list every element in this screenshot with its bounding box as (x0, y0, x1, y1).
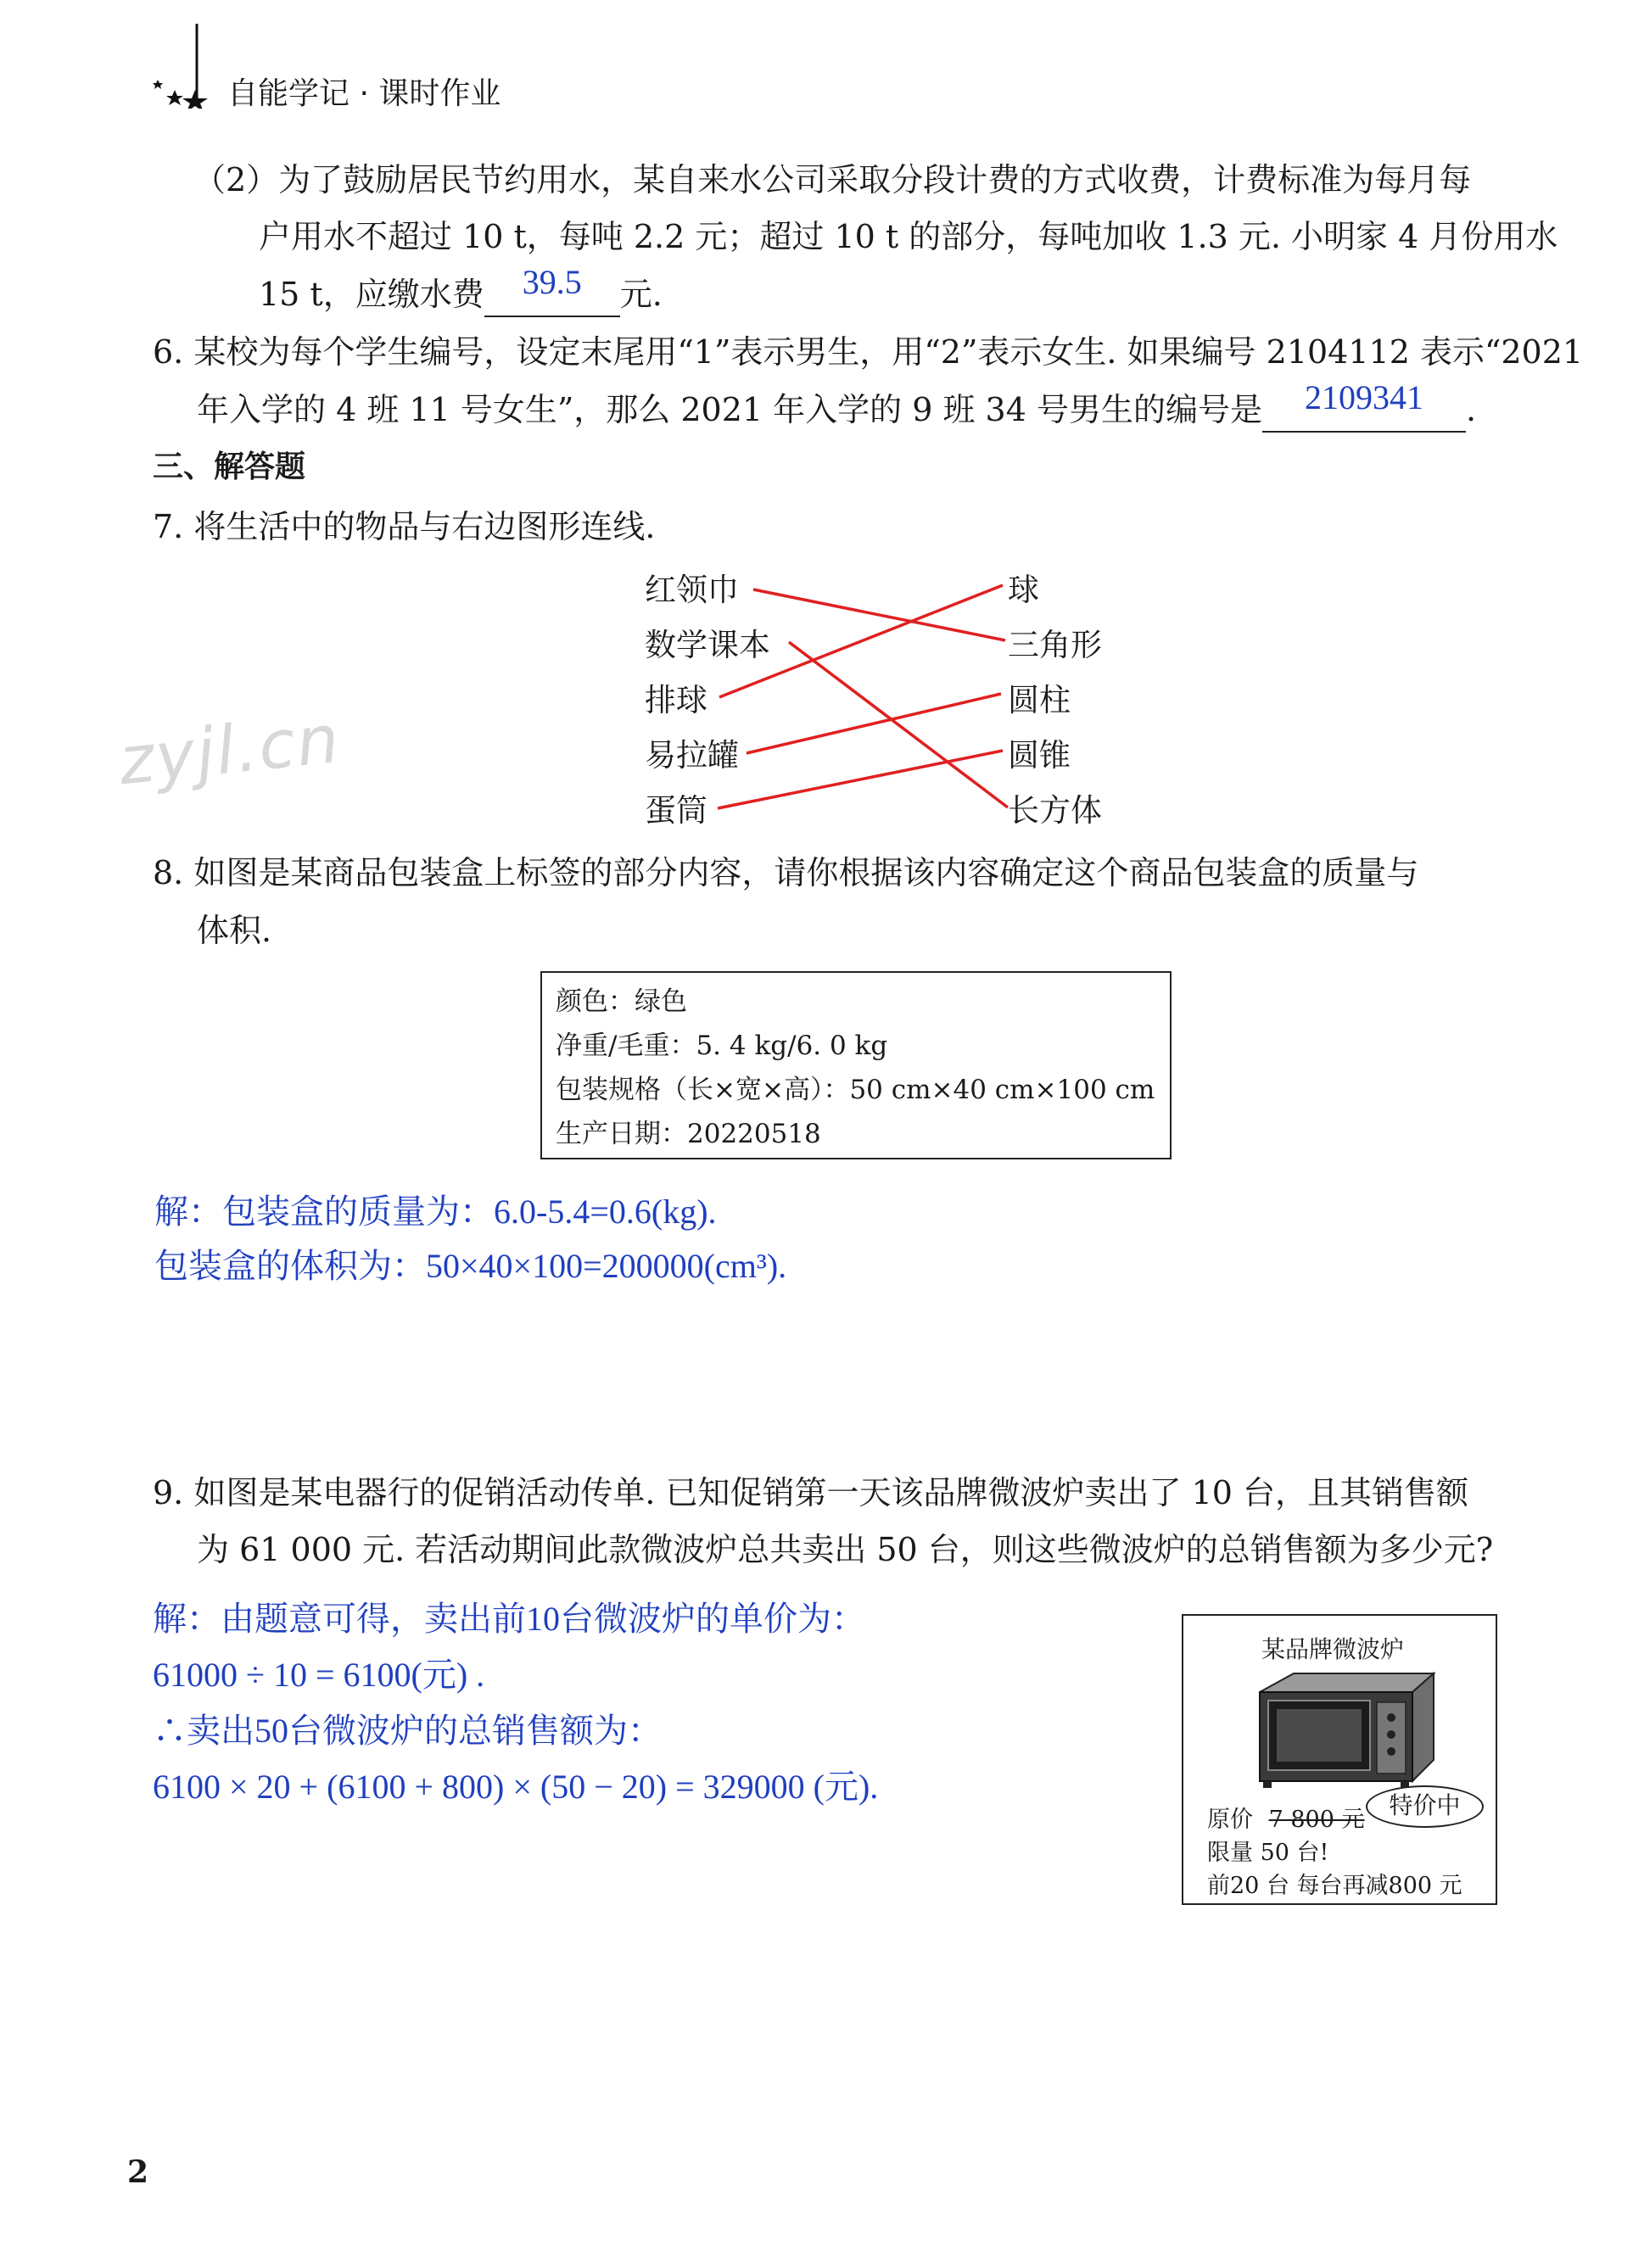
q5-2-line2: 户用水不超过 10 t，每吨 2.2 元；超过 10 t 的部分，每吨加收 1.3 元. 小明家 4 月份用水 (259, 218, 1558, 255)
q8-line1: 8. 如图是某商品包装盒上标签的部分内容，请你根据该内容确定这个商品包装盒的质量与 (153, 854, 1419, 891)
q6-answer: 2109341 (1305, 378, 1423, 416)
microwave-icon (1243, 1667, 1446, 1800)
ad-price-label: 原价 (1207, 1807, 1253, 1833)
watermark: zyjl.cn (115, 701, 344, 801)
match-right-3: 圆柱 (1008, 682, 1071, 718)
q7-text: 7. 将生活中的物品与右边图形连线. (153, 508, 656, 545)
match-line-5 (718, 751, 1003, 808)
match-right-1: 球 (1008, 572, 1039, 608)
q5-2-line3-post: 元. (619, 276, 663, 313)
page-number: 2 (127, 2154, 149, 2190)
ad-original-price: 7 800 元 (1268, 1807, 1365, 1833)
ad-title: 某品牌微波炉 (1261, 1635, 1405, 1663)
q9-solution-2: 61000 ÷ 10 = 6100(元) . (153, 1656, 485, 1694)
ad-price-row (1207, 1801, 1364, 1834)
q6-line2-pre: 年入学的 4 班 11 号女生”，那么 2021 年入学的 9 班 34 号男生的编号是 (197, 391, 1262, 428)
q5-2-line3 (259, 263, 663, 317)
header-ornament (144, 24, 212, 109)
match-right-4: 圆锥 (1008, 737, 1071, 774)
q6-answer-blank (1262, 378, 1466, 433)
q9-line2: 为 61 000 元. 若活动期间此款微波炉总共卖出 50 台，则这些微波炉的总销售额为多少元? (197, 1531, 1494, 1568)
label-color: 颜色：绿色 (556, 986, 687, 1017)
label-date: 生产日期：20220518 (556, 1119, 821, 1149)
match-right-2: 三角形 (1008, 627, 1102, 663)
match-left-5: 蛋筒 (645, 792, 707, 829)
q6-line2-post: . (1466, 391, 1477, 428)
q9-line1: 9. 如图是某电器行的促销活动传单. 已知促销第一天该品牌微波炉卖出了 10 台，且其销售额 (153, 1474, 1469, 1511)
match-right-5: 长方体 (1008, 792, 1102, 829)
q6-line1: 6. 某校为每个学生编号，设定末尾用“1”表示男生，用“2”表示女生. 如果编号 2104112 表示“2021 (153, 333, 1584, 371)
q8-line2: 体积. (197, 912, 272, 949)
match-left-3: 排球 (645, 682, 707, 718)
match-left-1: 红领巾 (645, 572, 739, 608)
match-left-4: 易拉罐 (645, 737, 739, 774)
q8-solution-2: 包装盒的体积为：50×40×100=200000(cm³). (154, 1247, 787, 1285)
q9-solution-3: ∴卖出50台微波炉的总销售额为： (153, 1712, 662, 1750)
badge-text: 特价中 (1389, 1791, 1461, 1819)
match-left-2: 数学课本 (645, 627, 770, 663)
promo-flyer (1182, 1614, 1497, 1905)
section-title: 三、解答题 (153, 450, 306, 484)
q9-solution-4: 6100 × 20 + (6100 + 800) × (50 − 20) = 329000 (元). (153, 1768, 879, 1806)
q5-2-answer: 39.5 (522, 263, 582, 301)
match-line-2 (789, 642, 1008, 807)
q5-2-line3-pre: 15 t，应缴水费 (259, 276, 484, 313)
match-line-1 (753, 589, 1005, 640)
ad-limit: 限量 50 台! (1207, 1840, 1329, 1866)
ad-discount: 前20 台 每台再减800 元 (1207, 1873, 1462, 1899)
q5-2-answer-blank (484, 263, 620, 317)
label-size: 包装规格（长×宽×高）：50 cm×40 cm×100 cm (556, 1075, 1155, 1105)
q5-2-line1: （2）为了鼓励居民节约用水，某自来水公司采取分段计费的方式收费，计费标准为每月每 (193, 161, 1472, 198)
q9-solution-1: 解：由题意可得，卖出前10台微波炉的单价为： (153, 1600, 865, 1638)
q8-solution-1: 解：包装盒的质量为：6.0-5.4=0.6(kg). (154, 1193, 717, 1231)
special-badge (1366, 1785, 1484, 1828)
header-title: 自能学记 · 课时作业 (227, 76, 501, 111)
q6-line2 (197, 378, 1477, 433)
label-weight: 净重/毛重：5. 4 kg/6. 0 kg (556, 1031, 888, 1061)
match-line-4 (747, 694, 1001, 753)
product-label (540, 971, 1172, 1159)
